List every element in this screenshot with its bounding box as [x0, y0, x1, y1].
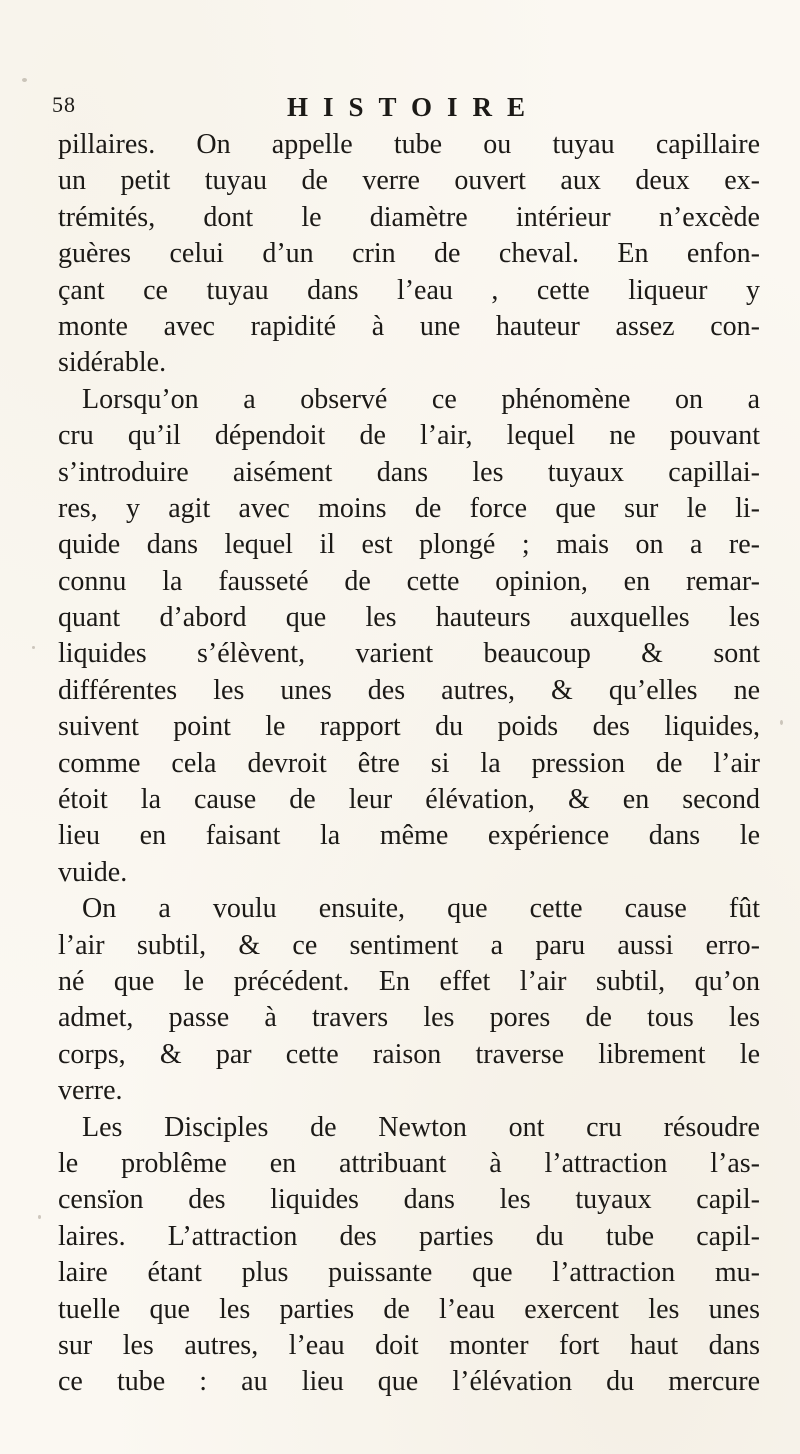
text-line: çant ce tuyau dans l’eau , cette liqueur y [58, 274, 760, 306]
text-line: vuide. [58, 856, 128, 888]
text-line: comme cela devroit être si la pression de l’air [58, 747, 760, 779]
text-line: étoit la cause de leur élévation, & en second [58, 784, 760, 816]
text-line: guères celui d’un crin de cheval. En enfon- [58, 238, 760, 270]
text-line: le problême en attribuant à l’attraction l’as- [58, 1147, 760, 1179]
text-line: laire étant plus puissante que l’attraction mu- [58, 1257, 760, 1289]
text-line: quide dans lequel il est plongé ; mais on a re- [58, 529, 760, 561]
text-line: un petit tuyau de verre ouvert aux deux ex- [58, 165, 760, 197]
paper-speck [32, 646, 35, 649]
paper-speck [22, 78, 27, 82]
text-line: res, y agit avec moins de force que sur le li- [58, 492, 760, 524]
text-line: laires. L’attraction des parties du tube capil- [58, 1220, 760, 1252]
text-line: pillaires. On appelle tube ou tuyau capillaire [58, 129, 760, 160]
text-line: suivent point le rapport du poids des liquides, [58, 711, 760, 743]
text-line: l’air subtil, & ce sentiment a paru aussi erro- [58, 929, 760, 961]
text-line: censïon des liquides dans les tuyaux capil- [58, 1184, 760, 1216]
text-line: cru qu’il dépendoit de l’air, lequel ne pouvant [58, 420, 760, 452]
text-line: liquides s’élèvent, varient beaucoup & sont [58, 638, 760, 670]
text-line: sur les autres, l’eau doit monter fort haut dans [58, 1329, 760, 1361]
text-line: différentes les unes des autres, & qu’elles ne [58, 674, 760, 706]
text-line: trémités, dont le diamètre intérieur n’excède [58, 201, 760, 233]
text-line: Lorsqu’on a observé ce phénomène on a [82, 383, 760, 415]
page-number: 58 [52, 92, 76, 117]
text-line: monte avec rapidité à une hauteur assez con- [58, 310, 760, 342]
text-line: ce tube : au lieu que l’élévation du mercure [58, 1366, 760, 1398]
text-line: Les Disciples de Newton ont cru résoudre [82, 1111, 760, 1143]
text-line: admet, passe à travers les pores de tous les [58, 1002, 760, 1034]
paper-speck [38, 1215, 41, 1219]
text-line: lieu en faisant la même expérience dans le [58, 820, 760, 852]
body-text [58, 127, 760, 1401]
text-line: tuelle que les parties de l’eau exercent les unes [58, 1293, 760, 1325]
text-line: corps, & par cette raison traverse librement le [58, 1038, 760, 1070]
text-line: verre. [58, 1075, 123, 1107]
paper-speck [780, 720, 783, 725]
text-line: sidérable. [58, 347, 167, 379]
text-line: On a voulu ensuite, que cette cause fût [82, 893, 760, 925]
text-line: s’introduire aisément dans les tuyaux capillai- [58, 456, 760, 488]
text-line: né que le précédent. En effet l’air subtil, qu’on [58, 965, 760, 997]
text-line: connu la fausseté de cette opinion, en remar- [58, 565, 760, 597]
running-title: HISTOIRE [287, 92, 541, 122]
text-line: quant d’abord que les hauteurs auxquelles les [58, 602, 760, 634]
